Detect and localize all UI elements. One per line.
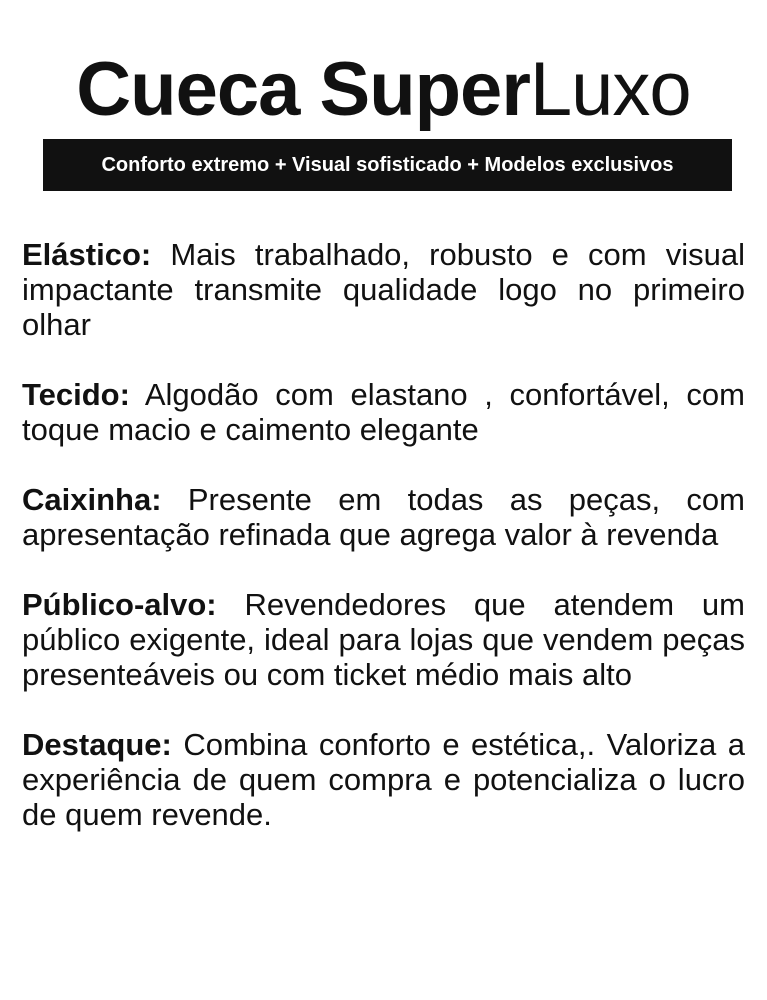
- section-tecido: [22, 377, 745, 447]
- section-elastico: [22, 237, 745, 342]
- section-text: Mais trabalhado, robusto e com visual impactante transmite qualidade logo no primeiro olhar: [22, 237, 745, 342]
- title-light-part: Luxo: [529, 47, 691, 132]
- section-label: Elástico:: [22, 237, 152, 272]
- section-text: Presente em todas as peças, com apresentação refinada que agrega valor à revenda: [22, 482, 745, 552]
- feature-sections: [22, 237, 745, 867]
- section-label: Tecido:: [22, 377, 130, 412]
- section-label: Destaque:: [22, 727, 172, 762]
- section-text: Algodão com elastano , confortável, com toque macio e caimento elegante: [22, 377, 745, 447]
- page-title: [0, 44, 767, 136]
- section-caixinha: [22, 482, 745, 552]
- section-label: Caixinha:: [22, 482, 162, 517]
- section-label: Público-alvo:: [22, 587, 217, 622]
- section-destaque: [22, 727, 745, 832]
- section-text: Combina conforto e estética,. Valoriza a experiência de quem compra e potencializa o lucro de quem revende.: [22, 727, 745, 832]
- tagline-text: Conforto extremo + Visual sofisticado + Modelos exclusivos: [101, 153, 674, 176]
- title-bold-part: Cueca Super: [76, 47, 530, 132]
- section-publico-alvo: [22, 587, 745, 692]
- section-text: Revendedores que atendem um público exigente, ideal para lojas que vendem peças presenteáveis ou com ticket médio mais alto: [22, 587, 745, 692]
- tagline-banner: [43, 139, 732, 191]
